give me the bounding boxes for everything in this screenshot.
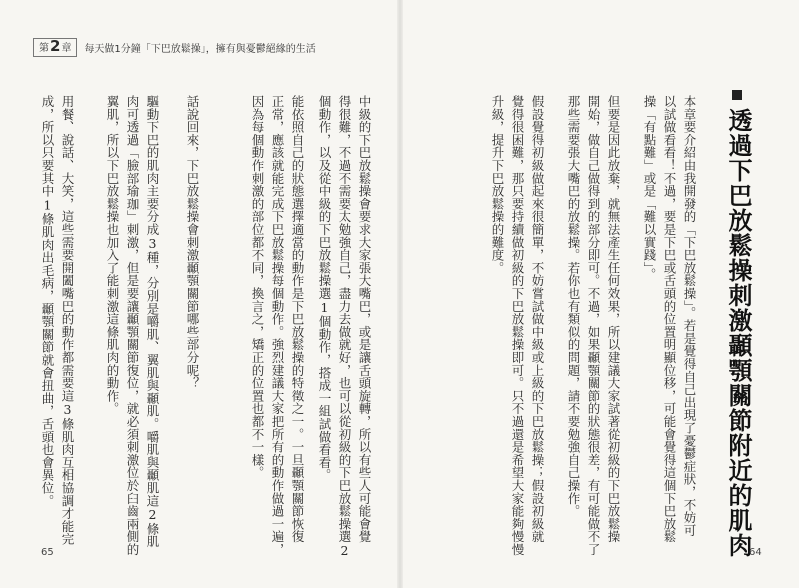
book-gutter xyxy=(397,0,403,588)
right-paragraph-3: 假設覺得初級做起來很簡單，不妨嘗試做中級或上級的下巴放鬆操；假設初級就 覺得很困難，那只要持續做初級的下巴放鬆操即可。只不過還是希望大家能夠慢慢 升級，提升下巴放鬆操的難度。 xyxy=(490,95,545,556)
chapter-suffix: 章 xyxy=(61,43,72,54)
chapter-number: 2 xyxy=(50,37,61,55)
chapter-label xyxy=(33,38,77,57)
heading-square-marker xyxy=(732,90,742,100)
page-number-left: 65 xyxy=(41,547,54,558)
left-paragraph-2: 能依照自己的狀態選擇適當的動作是下巴放鬆操的特徵之一。一旦顳顎關節恢復 正常，應該就能完成下巴放鬆操每個動作。強烈建議大家把所有的動作做過一遍， 因為每個動作刺激的部位都不同，換言之，矯正的位置也都不一樣。 xyxy=(250,95,305,556)
right-paragraph-2: 但要是因此放棄，就無法產生任何效果，所以建議大家試著從初級的下巴放鬆操 開始，做自己做得到的部分即可。不過，如果顳顎關節的狀態很差，有可能做不了 那些需要張大嘴巴的放鬆操。若你也有類似的問題，請不要勉強自己操作。 xyxy=(566,95,621,556)
running-header xyxy=(33,38,316,57)
left-paragraph-5: 用餐、說話、大笑，這些需要開闔嘴巴的動作都需要這3條肌肉互相協調才能完 成，所以只要其中1條肌肉出毛病，顳顎關節就會扭曲，舌頭也會異位。 xyxy=(40,95,75,546)
left-paragraph-4: 驅動下巴的肌肉主要分成3種，分別是嚼肌、翼肌與顳肌。嚼肌與顳肌這2條肌 肉可透過「臉部瑜珈」刺激，但是要讓顳顎關節復位，就必須刺激位於臼齒兩側的 翼肌，所以下巴放鬆操也加入了能刺激這條肌肉的動作。 xyxy=(105,95,160,556)
chapter-prefix: 第 xyxy=(39,43,49,54)
section-heading: 透過下巴放鬆操刺激顳顎關節附近的肌肉 xyxy=(724,108,752,558)
header-title: 每天做1分鐘「下巴放鬆操」，擁有與憂鬱絕緣的生活 xyxy=(84,44,316,55)
page-number-right: 64 xyxy=(749,547,762,558)
left-paragraph-3: 話說回來，下巴放鬆操會刺激顳顎關節哪些部分呢？ xyxy=(185,95,200,390)
left-paragraph-1: 中級的下巴放鬆操會要求大家張大嘴巴，或是讓舌頭旋轉，所以有些人可能會覺 得很難，不過不需要太勉強自己，盡力去做就好，也可以從初級的下巴放鬆操選2 個動作，以及從中級的下巴放鬆操選1個動作，搭成一組試做看看。 xyxy=(317,95,372,559)
right-paragraph-1: 本章要介紹由我開發的「下巴放鬆操」。若是覺得自己出現了憂鬱症狀，不妨可 以試做看看！不過，要是下巴或舌頭的位置明顯位移，可能會覺得這個下巴放鬆 操「有點難」或是「難以實踐」。 xyxy=(642,95,697,543)
